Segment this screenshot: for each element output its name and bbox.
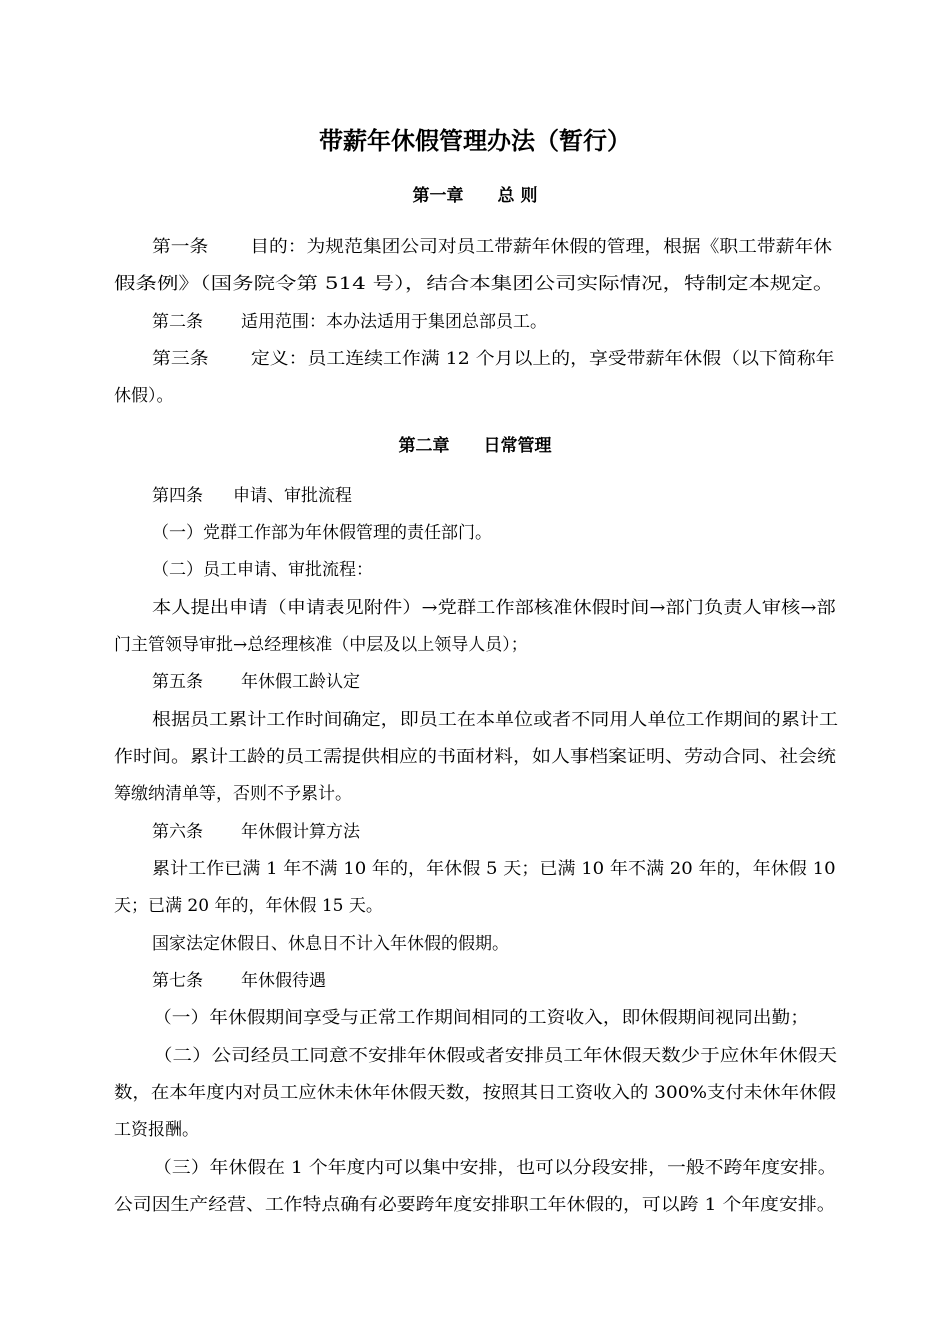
article-7-heading	[152, 968, 326, 994]
article-text: 目的：为规范集团公司对员工带薪年休假的管理，根据《职工带薪年休	[250, 237, 832, 257]
article-5-line-1: 根据员工累计工作时间确定，即员工在本单位或者不同用人单位工作期间的累计工	[152, 710, 838, 730]
article-title: 申请、审批流程	[233, 486, 352, 506]
article-number: 第四条	[152, 486, 203, 506]
article-6-line-1: 累计工作已满 1 年不满 10 年的，年休假 5 天；已满 10 年不满 20 年的，年休假 10	[152, 859, 836, 879]
article-4-flow-line-2: 门主管领导审批→总经理核准（中层及以上领导人员）；	[114, 635, 528, 655]
article-text: 定义：员工连续工作满 12 个月以上的，享受带薪年休假（以下简称年	[250, 349, 835, 369]
article-5-line-2: 作时间。累计工龄的员工需提供相应的书面材料，如人事档案证明、劳动合同、社会统	[114, 747, 836, 767]
article-2-line-1	[152, 309, 547, 335]
article-4-heading	[152, 483, 352, 509]
chapter-heading-2	[0, 433, 950, 459]
article-7-item-3-line-2: 公司因生产经营、工作特点确有必要跨年度安排职工年休假的，可以跨 1 个年度安排。	[114, 1195, 836, 1215]
article-7-item-1: （一）年休假期间享受与正常工作期间相同的工资收入，即休假期间视同出勤；	[153, 1008, 810, 1028]
article-number: 第一条	[152, 237, 209, 257]
article-title: 年休假工龄认定	[241, 672, 360, 692]
chapter-heading-1	[0, 183, 950, 209]
article-4-flow-line-1: 本人提出申请（申请表见附件）→党群工作部核准休假时间→部门负责人审核→部	[152, 598, 836, 618]
article-3-line-1	[152, 346, 835, 372]
article-7-item-2-line-2: 数，在本年度内对员工应休未休年休假天数，按照其日工资收入的 300%支付未休年休假	[114, 1083, 837, 1103]
article-4-item-1: （一）党群工作部为年休假管理的责任部门。	[152, 523, 492, 543]
article-number: 第二条	[152, 312, 203, 332]
article-6-heading	[152, 819, 360, 845]
article-text: 适用范围：本办法适用于集团总部员工。	[241, 312, 547, 332]
article-5-line-3: 筹缴纳清单等，否则不予累计。	[114, 784, 352, 804]
article-number: 第五条	[152, 672, 203, 692]
article-3-line-2: 休假）。	[114, 386, 174, 406]
article-number: 第三条	[152, 349, 209, 369]
article-7-item-3-line-1: （三）年休假在 1 个年度内可以集中安排，也可以分段安排，一般不跨年度安排。	[153, 1158, 837, 1178]
chapter-name: 总 则	[497, 186, 538, 206]
chapter-name: 日常管理	[483, 436, 552, 456]
article-number: 第七条	[152, 971, 203, 991]
article-7-item-2-line-3: 工资报酬。	[114, 1120, 199, 1140]
article-1-line-2: 假条例》（国务院令第 514 号），结合本集团公司实际情况，特制定本规定。	[114, 274, 835, 294]
chapter-number: 第一章	[412, 186, 464, 206]
article-title: 年休假待遇	[241, 971, 326, 991]
article-6-line-2: 天；已满 20 年的，年休假 15 天。	[114, 896, 383, 916]
chapter-number: 第二章	[398, 436, 450, 456]
article-5-heading	[152, 669, 360, 695]
document-title: 带薪年休假管理办法（暂行）	[319, 127, 631, 155]
article-1-line-1	[152, 234, 832, 260]
article-6-line-3: 国家法定休假日、休息日不计入年休假的假期。	[152, 934, 509, 954]
article-7-item-2-line-1: （二）公司经员工同意不安排年休假或者安排员工年休假天数少于应休年休假天	[153, 1046, 837, 1066]
article-number: 第六条	[152, 822, 203, 842]
article-title: 年休假计算方法	[241, 822, 360, 842]
article-4-item-2: （二）员工申请、审批流程：	[152, 560, 373, 580]
